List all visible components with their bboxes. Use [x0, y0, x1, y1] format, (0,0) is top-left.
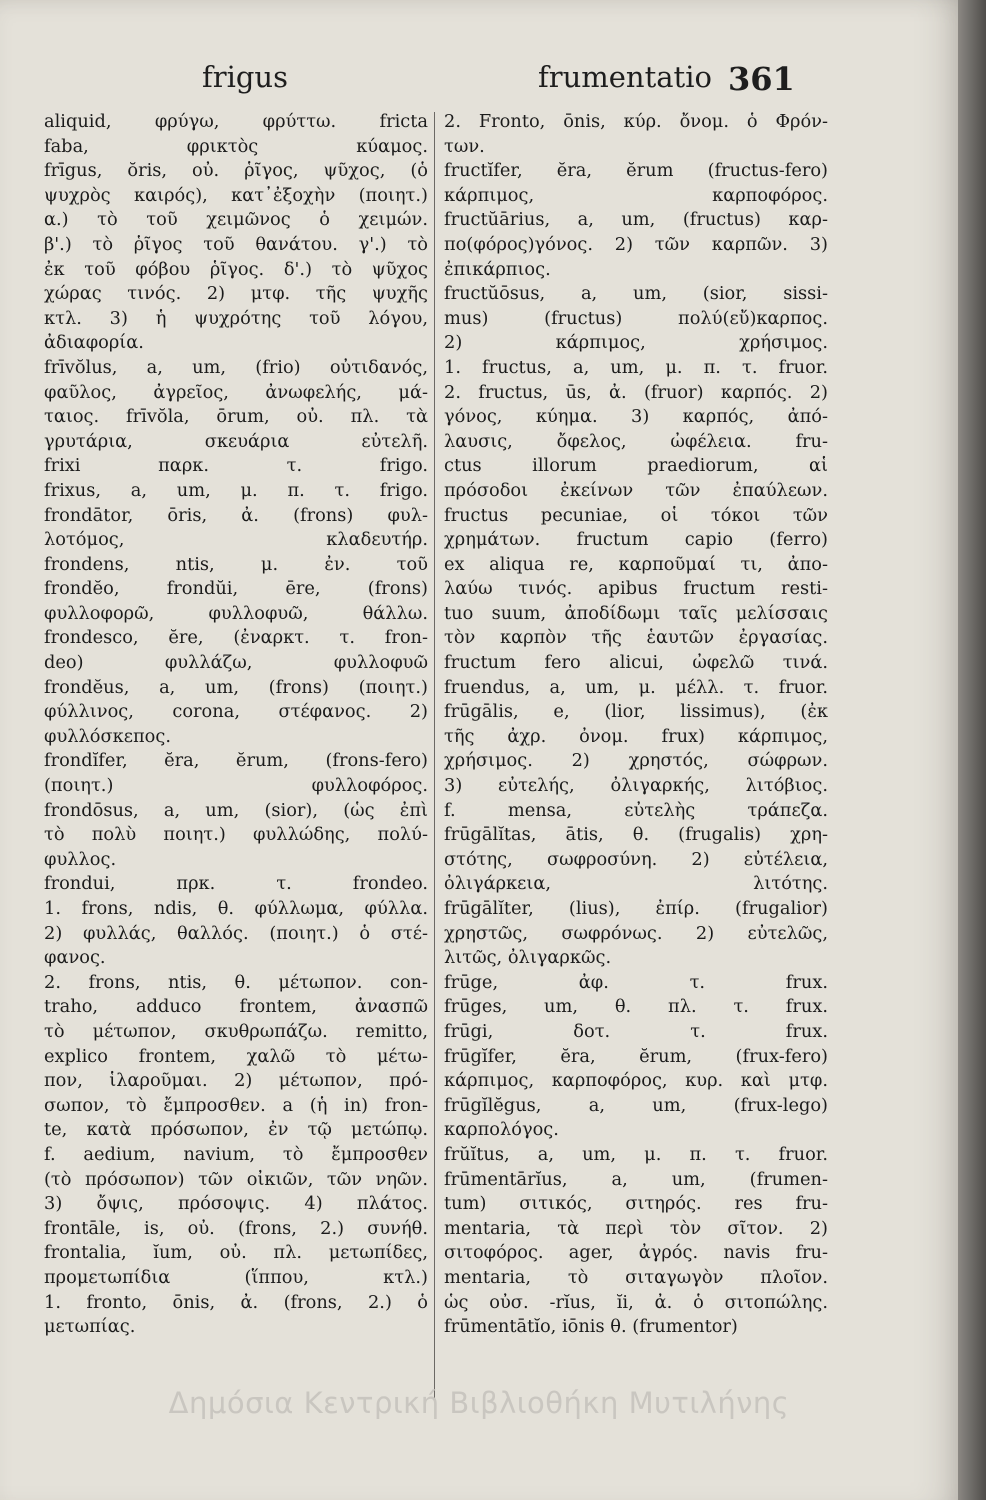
dictionary-line: φυλλόσκεπος. [44, 725, 171, 747]
dictionary-line: frondĕo, frondŭi, ēre, (frons) [44, 578, 428, 600]
dictionary-line: deo) φυλλάζω, φυλλοφυῶ [44, 652, 428, 674]
dictionary-line: μετωπίας. [44, 1316, 136, 1338]
dictionary-line: frūgālĭtas, ātis, θ. (frugalis) χρη- [444, 824, 828, 846]
dictionary-line: ὡς οὐσ. -rĭus, ĭi, ἀ. ὁ σιτοπώλης. [444, 1291, 828, 1313]
left-column [44, 110, 428, 1340]
running-head-right: frumentatio [538, 60, 712, 94]
dictionary-line: κάρπιμος, καρποφόρος. [444, 184, 828, 206]
dictionary-line: των. [444, 135, 485, 157]
dictionary-line: frūge, ἀφ. τ. frux. [444, 971, 828, 993]
dictionary-line: mentaria, τὰ περὶ τὸν σῖτον. 2) [444, 1217, 828, 1239]
dictionary-line: καρπολόγος. [444, 1119, 559, 1141]
dictionary-line: στότης, σωφροσύνη. 2) εὐτέλεια, [444, 848, 828, 870]
dictionary-line: ex aliqua re, καρποῦμαί τι, ἀπο- [444, 553, 828, 575]
dictionary-line: φυλλος. [44, 848, 117, 870]
dictionary-line: frondātor, ōris, ἀ. (frons) φυλ- [44, 504, 428, 526]
dictionary-line: frūgĭfer, ĕra, ĕrum, (frux-fero) [444, 1045, 828, 1067]
dictionary-line: (ποιητ.) φυλλοφόρος. [44, 775, 428, 797]
dictionary-line: mentaria, τὸ σιταγωγὸν πλοῖον. [444, 1266, 828, 1288]
dictionary-line: frŭĭtus, a, um, μ. π. τ. fruor. [444, 1143, 828, 1165]
dictionary-line: φύλλινος, corona, στέφανος. 2) [44, 701, 428, 723]
dictionary-line: κάρπιμος, καρποφόρος, κυρ. καὶ μτφ. [444, 1070, 828, 1092]
dictionary-line: α.) τὸ τοῦ χειμῶνος ὁ χειμών. [44, 209, 428, 231]
dictionary-line: frūgālĭter, (lius), ἐπίρ. (frugalior) [444, 898, 828, 919]
dictionary-line: 2. fructus, ūs, ἀ. (fruor) καρπός. 2) [444, 381, 828, 403]
dictionary-line: χρηστῶς, σωφρόνως. 2) εὐτελῶς, [444, 922, 828, 944]
dictionary-line: fructŭārius, a, um, (fructus) καρ- [444, 209, 828, 231]
dictionary-line: frondĭfer, ĕra, ĕrum, (frons-fero) [44, 750, 428, 772]
dictionary-line: ctus illorum praediorum, αἱ [444, 455, 828, 477]
dictionary-line: γόνος, κύημα. 3) καρπός, ἀπό- [444, 406, 828, 428]
dictionary-line: 1. fronto, ōnis, ἀ. (frons, 2.) ὁ [44, 1291, 428, 1313]
dictionary-line: ψυχρὸς καιρός), κατ᾿ἐξοχὴν (ποιητ.) [44, 184, 428, 206]
dictionary-line: 3) ὄψις, πρόσοψις. 4) πλάτος. [44, 1193, 428, 1215]
dictionary-line: frondōsus, a, um, (sior), (ὡς ἐπὶ [44, 799, 428, 821]
dictionary-line: te, κατὰ πρόσωπον, ἐν τῷ μετώπῳ. [44, 1119, 428, 1141]
dictionary-line: frūgĭlĕgus, a, um, (frux-lego) [444, 1094, 828, 1116]
dictionary-line: τὸ πολὺ ποιητ.) φυλλώδης, πολύ- [44, 824, 428, 846]
dictionary-line: tuo suum, ἀποδίδωμι ταῖς μελίσσαις [444, 602, 828, 624]
dictionary-line: frīvŏlus, a, um, (frio) οὐτιδανός, [44, 356, 428, 378]
dictionary-line: frondĕus, a, um, (frons) (ποιητ.) [44, 676, 428, 698]
dictionary-line: explico frontem, χαλῶ τὸ μέτω- [44, 1045, 428, 1067]
dictionary-line: frūgi, δοτ. τ. frux. [444, 1020, 828, 1042]
running-head-left: frigus [202, 60, 288, 94]
dictionary-line: aliquid, φρύγω, φρύττω. fricta [44, 111, 428, 132]
dictionary-line: traho, adduco frontem, ἀνασπῶ [44, 996, 428, 1018]
dictionary-line: ὀλιγάρκεια, λιτότης. [444, 873, 828, 895]
library-watermark: Δημόσια Κεντρική Βιβλιοθήκη Μυτιλήνης [168, 1386, 790, 1420]
dictionary-line: fructŭōsus, a, um, (sior, sissi- [444, 283, 828, 305]
dictionary-line: frūgālis, e, (lior, lissimus), (ἐκ [444, 701, 828, 723]
dictionary-line: frondens, ntis, μ. ἐν. τοῦ [44, 553, 428, 575]
dictionary-line: fruendus, a, um, μ. μέλλ. τ. fruor. [444, 676, 828, 698]
dictionary-line: πον, ἱλαροῦμαι. 2) μέτωπον, πρό- [44, 1070, 428, 1092]
dictionary-line: λαυσις, ὄφελος, ὠφέλεια. fru- [444, 430, 828, 452]
dictionary-line: fructus pecuniae, οἱ τόκοι τῶν [444, 504, 828, 526]
dictionary-line: 2) φυλλάς, θαλλός. (ποιητ.) ὁ στέ- [44, 922, 428, 944]
dictionary-line: frūmentārĭus, a, um, (frumen- [444, 1168, 828, 1190]
dictionary-line: mus) (fructus) πολύ(εὔ)καρπος. [444, 307, 828, 329]
dictionary-line: χρημάτων. fructum capio (ferro) [444, 529, 828, 551]
page-number: 361 [728, 60, 795, 98]
dictionary-line: 1. frons, ndis, θ. φύλλωμα, φύλλα. [44, 898, 428, 919]
dictionary-line: f. aedium, navium, τὸ ἔμπροσθεν [44, 1143, 428, 1165]
dictionary-line: κτλ. 3) ἡ ψυχρότης τοῦ λόγου, [44, 307, 428, 329]
dictionary-line: faba, φρικτὸς κύαμος. [44, 135, 428, 157]
dictionary-line: φαῦλος, ἀγρεῖος, ἀνωφελής, μά- [44, 381, 428, 403]
dictionary-line: frīgus, ŏris, οὐ. ῥῖγος, ψῦχος, (ὁ [44, 160, 428, 182]
dictionary-line: προμετωπίδια (ἵππου, κτλ.) [44, 1266, 428, 1288]
dictionary-line: χρήσιμος. 2) χρηστός, σώφρων. [444, 750, 828, 772]
dictionary-line: τὸ μέτωπον, σκυθρωπάζω. remitto, [44, 1020, 428, 1042]
book-edge [958, 0, 986, 1500]
dictionary-line: χώρας τινός. 2) μτφ. τῆς ψυχῆς [44, 283, 428, 305]
dictionary-line: λιτῶς, ὀλιγαρκῶς. [444, 947, 612, 969]
dictionary-line: σιτοφόρος. ager, ἀγρός. navis fru- [444, 1242, 828, 1264]
dictionary-line: λαύω τινός. apibus fructum resti- [444, 578, 828, 600]
dictionary-line: πο(φόρος)γόνος. 2) τῶν καρπῶν. 3) [444, 233, 828, 255]
dictionary-line: ἀδιαφορία. [44, 332, 144, 354]
dictionary-line: φυλλοφορῶ, φυλλοφυῶ, θάλλω. [44, 602, 428, 624]
dictionary-line: ταιος. frīvŏla, ōrum, οὐ. πλ. τὰ [44, 406, 428, 428]
dictionary-line: tum) σιτικός, σιτηρός. res fru- [444, 1193, 828, 1215]
dictionary-line: γρυτάρια, σκευάρια εὐτελῆ. [44, 430, 428, 452]
dictionary-line: frixus, a, um, μ. π. τ. frigo. [44, 479, 428, 501]
dictionary-line: fructĭfer, ĕra, ĕrum (fructus-fero) [444, 160, 828, 182]
dictionary-line: (τὸ πρόσωπον) τῶν οἰκιῶν, τῶν νηῶν. [44, 1168, 428, 1190]
dictionary-line: β'.) τὸ ῥῖγος τοῦ θανάτου. γ'.) τὸ [44, 233, 428, 255]
dictionary-line: λοτόμος, κλαδευτήρ. [44, 529, 428, 551]
dictionary-line: σωπον, τὸ ἔμπροσθεν. a (ἡ in) fron- [44, 1094, 428, 1116]
right-column [444, 110, 828, 1340]
dictionary-line: 3) εὐτελής, ὀλιγαρκής, λιτόβιος. [444, 775, 828, 797]
dictionary-line: frūmentātĭo, iōnis θ. (frumentor) [444, 1316, 738, 1338]
dictionary-line: 1. fructus, a, um, μ. π. τ. fruor. [444, 356, 828, 378]
dictionary-line: τῆς ἀχρ. ὀνομ. frux) κάρπιμος, [444, 725, 828, 747]
dictionary-line: ἐπικάρπιος. [444, 258, 551, 280]
dictionary-line: τὸν καρπὸν τῆς ἑαυτῶν ἐργασίας. [444, 627, 828, 649]
column-divider [434, 112, 435, 1402]
dictionary-line: ἐκ τοῦ φόβου ῥῖγος. δ'.) τὸ ψῦχος [44, 258, 428, 280]
dictionary-line: frondui, πρκ. τ. frondeo. [44, 873, 428, 895]
dictionary-line: 2. frons, ntis, θ. μέτωπον. con- [44, 971, 428, 993]
dictionary-line: 2) κάρπιμος, χρήσιμος. [444, 332, 828, 354]
dictionary-line: 2. Fronto, ōnis, κύρ. ὄνομ. ὁ Φρόν- [444, 111, 828, 132]
dictionary-line: frontalia, ĭum, οὐ. πλ. μετωπίδες, [44, 1242, 428, 1264]
dictionary-line: frondesco, ĕre, (ἐναρκτ. τ. fron- [44, 627, 428, 649]
dictionary-line: φανος. [44, 947, 106, 969]
dictionary-line: f. mensa, εὐτελὴς τράπεζα. [444, 799, 828, 821]
dictionary-line: frūges, um, θ. πλ. τ. frux. [444, 996, 828, 1018]
dictionary-line: fructum fero alicui, ὠφελῶ τινά. [444, 652, 828, 674]
dictionary-line: πρόσοδοι ἐκείνων τῶν ἐπαύλεων. [444, 479, 828, 501]
dictionary-line: frixi παρκ. τ. frigo. [44, 455, 428, 477]
dictionary-line: frontāle, is, οὐ. (frons, 2.) συνήθ. [44, 1217, 428, 1239]
